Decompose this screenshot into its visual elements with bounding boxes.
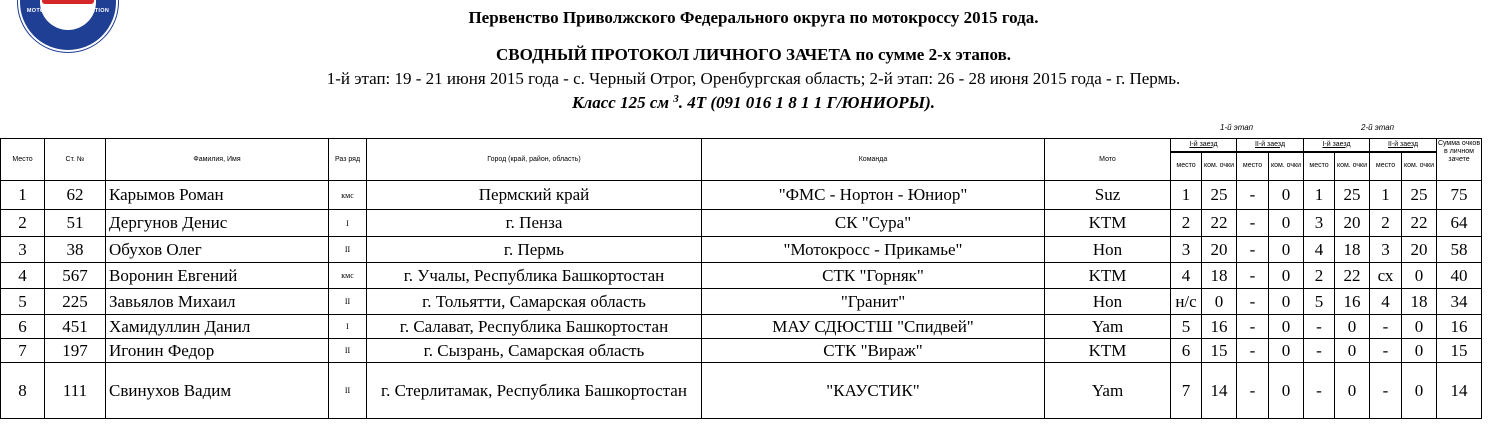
cell-race-pts: 16 [1335,289,1370,315]
cell-race-pos: 5 [1304,289,1335,315]
cell-moto: Suz [1045,181,1171,210]
logo-flag-stripe [42,0,94,4]
cell-race-pts: 0 [1269,289,1304,315]
cell-race-pts: 22 [1335,263,1370,289]
cell-race-pts: 0 [1202,289,1237,315]
cell-moto: KTM [1045,263,1171,289]
cell-race-pts: 20 [1402,237,1437,263]
championship-title: Первенство Приволжского Федерального округа по мотокроссу 2015 года. [468,8,1039,27]
col-team: Команда [702,139,1045,181]
cell-name: Карымов Роман [106,181,329,210]
cell-name: Хамидуллин Данил [106,315,329,339]
cell-place: 6 [1,315,45,339]
cell-place: 7 [1,339,45,363]
cell-race-pos: 2 [1304,263,1335,289]
cell-race-pts: 25 [1202,181,1237,210]
cell-race-pts: 0 [1335,315,1370,339]
cell-team: МАУ СДЮСТШ "Спидвей" [702,315,1045,339]
cell-race-pos: 4 [1171,263,1202,289]
cell-team: "Мотокросс - Прикамье" [702,237,1045,263]
col-rank: Раз ряд [329,139,367,181]
cell-start-no: 567 [45,263,106,289]
cell-rank: кмс [329,181,367,210]
cell-race-pos: - [1237,181,1269,210]
cell-total: 14 [1437,363,1482,419]
cell-race-pts: 0 [1402,263,1437,289]
table-row [1,237,1482,263]
cell-race-pos: - [1237,315,1269,339]
table-row [1,263,1482,289]
cell-rank: II [329,339,367,363]
cell-race-pos: 3 [1171,237,1202,263]
cell-start-no: 111 [45,363,106,419]
table-row [1,339,1482,363]
s2r1-pts: ком. очки [1335,152,1370,181]
table-row [1,315,1482,339]
cell-race-pts: 18 [1335,237,1370,263]
cell-race-pts: 20 [1335,210,1370,237]
cell-rank: II [329,237,367,263]
cell-race-pts: 16 [1202,315,1237,339]
cell-race-pts: 0 [1269,339,1304,363]
s2r1-pos: место [1304,152,1335,181]
cell-race-pts: 18 [1202,263,1237,289]
cell-total: 40 [1437,263,1482,289]
cell-race-pts: 20 [1202,237,1237,263]
cell-moto: Hon [1045,289,1171,315]
cell-name: Свинухов Вадим [106,363,329,419]
header-row-1 [1,139,1482,152]
cell-race-pts: 0 [1269,263,1304,289]
cell-start-no: 51 [45,210,106,237]
cell-rank: I [329,210,367,237]
cell-race-pos: 6 [1171,339,1202,363]
col-moto: Мото [1045,139,1171,181]
cell-rank: II [329,363,367,419]
cell-race-pts: 22 [1402,210,1437,237]
cell-rank: I [329,315,367,339]
class-sup: 3 [673,93,679,105]
cell-place: 3 [1,237,45,263]
cell-race-pts: 25 [1402,181,1437,210]
cell-name: Завьялов Михаил [106,289,329,315]
stage1-race2: II-й заезд [1237,139,1304,152]
cell-race-pts: 0 [1269,237,1304,263]
cell-race-pos: 2 [1370,210,1402,237]
cell-start-no: 197 [45,339,106,363]
cell-place: 8 [1,363,45,419]
cell-place: 2 [1,210,45,237]
cell-total: 16 [1437,315,1482,339]
cell-race-pos: 2 [1171,210,1202,237]
s2r2-pts: ком. очки [1402,152,1437,181]
cell-race-pts: 0 [1269,315,1304,339]
cell-rank: кмс [329,263,367,289]
stage2-race1: I-й заезд [1304,139,1370,152]
table-row [1,181,1482,210]
cell-start-no: 451 [45,315,106,339]
cell-race-pos: сх [1370,263,1402,289]
cell-place: 5 [1,289,45,315]
cell-race-pos: - [1237,237,1269,263]
cell-total: 58 [1437,237,1482,263]
cell-race-pts: 22 [1202,210,1237,237]
cell-city: г. Стерлитамак, Республика Башкортостан [367,363,702,419]
cell-race-pos: - [1304,363,1335,419]
cell-race-pos: 7 [1171,363,1202,419]
cell-place: 1 [1,181,45,210]
cell-team: СТК "Горняк" [702,263,1045,289]
cell-city: г. Сызрань, Самарская область [367,339,702,363]
cell-city: г. Учалы, Республика Башкортостан [367,263,702,289]
stage1-label: 1-й этап [1220,123,1254,132]
col-place: Место [1,139,45,181]
class-suffix: . 4Т (091 016 1 8 1 1 Г/ЮНИОРЫ). [678,93,936,112]
cell-race-pos: - [1237,210,1269,237]
results-table [0,138,1482,419]
cell-city: г. Тольятти, Самарская область [367,289,702,315]
stage2-race2: II-й заезд [1370,139,1437,152]
s2r2-pos: место [1370,152,1402,181]
cell-name: Воронин Евгений [106,263,329,289]
cell-team: СТК "Вираж" [702,339,1045,363]
cell-city: г. Пермь [367,237,702,263]
cell-name: Дергунов Денис [106,210,329,237]
cell-team: "ФМС - Нортон - Юниор" [702,181,1045,210]
cell-race-pos: 5 [1171,315,1202,339]
cell-race-pos: 3 [1370,237,1402,263]
cell-total: 34 [1437,289,1482,315]
col-total: Сумма очков в личном зачете [1437,139,1482,181]
cell-race-pts: 0 [1402,363,1437,419]
cell-race-pts: 14 [1202,363,1237,419]
results-body [1,181,1482,419]
stage2-label: 2-й этап [1361,123,1395,132]
cell-race-pts: 0 [1269,210,1304,237]
cell-start-no: 38 [45,237,106,263]
s1r1-pos: место [1171,152,1202,181]
cell-start-no: 62 [45,181,106,210]
cell-moto: KTM [1045,210,1171,237]
cell-race-pts: 15 [1202,339,1237,363]
cell-race-pos: 3 [1304,210,1335,237]
cell-race-pts: 0 [1402,339,1437,363]
logo-text: MOTORCYCLE FEDERATION OF RUSSIA [26,8,110,20]
cell-race-pts: 0 [1269,363,1304,419]
cell-race-pts: 0 [1402,315,1437,339]
s1r2-pts: ком. очки [1269,152,1304,181]
cell-race-pos: 1 [1370,181,1402,210]
cell-total: 75 [1437,181,1482,210]
col-name: Фамилия, Имя [106,139,329,181]
cell-race-pts: 0 [1335,363,1370,419]
cell-team: "КАУСТИК" [702,363,1045,419]
cell-name: Обухов Олег [106,237,329,263]
cell-race-pos: - [1237,339,1269,363]
cell-race-pts: 25 [1335,181,1370,210]
cell-moto: Hon [1045,237,1171,263]
cell-race-pts: 0 [1269,181,1304,210]
cell-team: СК "Сура" [702,210,1045,237]
table-row [1,363,1482,419]
cell-race-pts: 18 [1402,289,1437,315]
cell-race-pos: 4 [1370,289,1402,315]
cell-moto: Yam [1045,363,1171,419]
table-row [1,210,1482,237]
cell-start-no: 225 [45,289,106,315]
cell-race-pos: - [1304,315,1335,339]
cell-race-pos: 1 [1304,181,1335,210]
protocol-title: СВОДНЫЙ ПРОТОКОЛ ЛИЧНОГО ЗАЧЕТА по сумме 2-х этапов. [495,45,1011,64]
cell-city: г. Пенза [367,210,702,237]
cell-race-pos: - [1370,339,1402,363]
cell-race-pos: 4 [1304,237,1335,263]
class-info [0,93,1507,113]
cell-race-pos: - [1370,363,1402,419]
stage1-race1: I-й заезд [1171,139,1237,152]
s1r2-pos: место [1237,152,1269,181]
cell-race-pos: н/с [1171,289,1202,315]
col-start-no: Ст. № [45,139,106,181]
cell-race-pos: - [1237,363,1269,419]
cell-team: "Гранит" [702,289,1045,315]
cell-race-pos: - [1237,289,1269,315]
cell-rank: II [329,289,367,315]
cell-race-pos: - [1304,339,1335,363]
cell-race-pos: - [1237,263,1269,289]
col-city: Город (край, район, область) [367,139,702,181]
stages-info: 1-й этап: 19 - 21 июня 2015 года - с. Черный Отрог, Оренбургская область; 2-й этап: 26 - 28 июня 2015 года - г. Пермь. [326,69,1181,88]
cell-name: Игонин Федор [106,339,329,363]
cell-place: 4 [1,263,45,289]
cell-race-pos: - [1370,315,1402,339]
cell-moto: KTM [1045,339,1171,363]
cell-race-pos: 1 [1171,181,1202,210]
cell-total: 64 [1437,210,1482,237]
table-row [1,289,1482,315]
class-prefix: Класс 125 см [571,93,670,112]
cell-city: г. Салават, Республика Башкортостан [367,315,702,339]
cell-city: Пермский край [367,181,702,210]
s1r1-pts: ком. очки [1202,152,1237,181]
cell-moto: Yam [1045,315,1171,339]
cell-race-pts: 0 [1335,339,1370,363]
cell-total: 15 [1437,339,1482,363]
